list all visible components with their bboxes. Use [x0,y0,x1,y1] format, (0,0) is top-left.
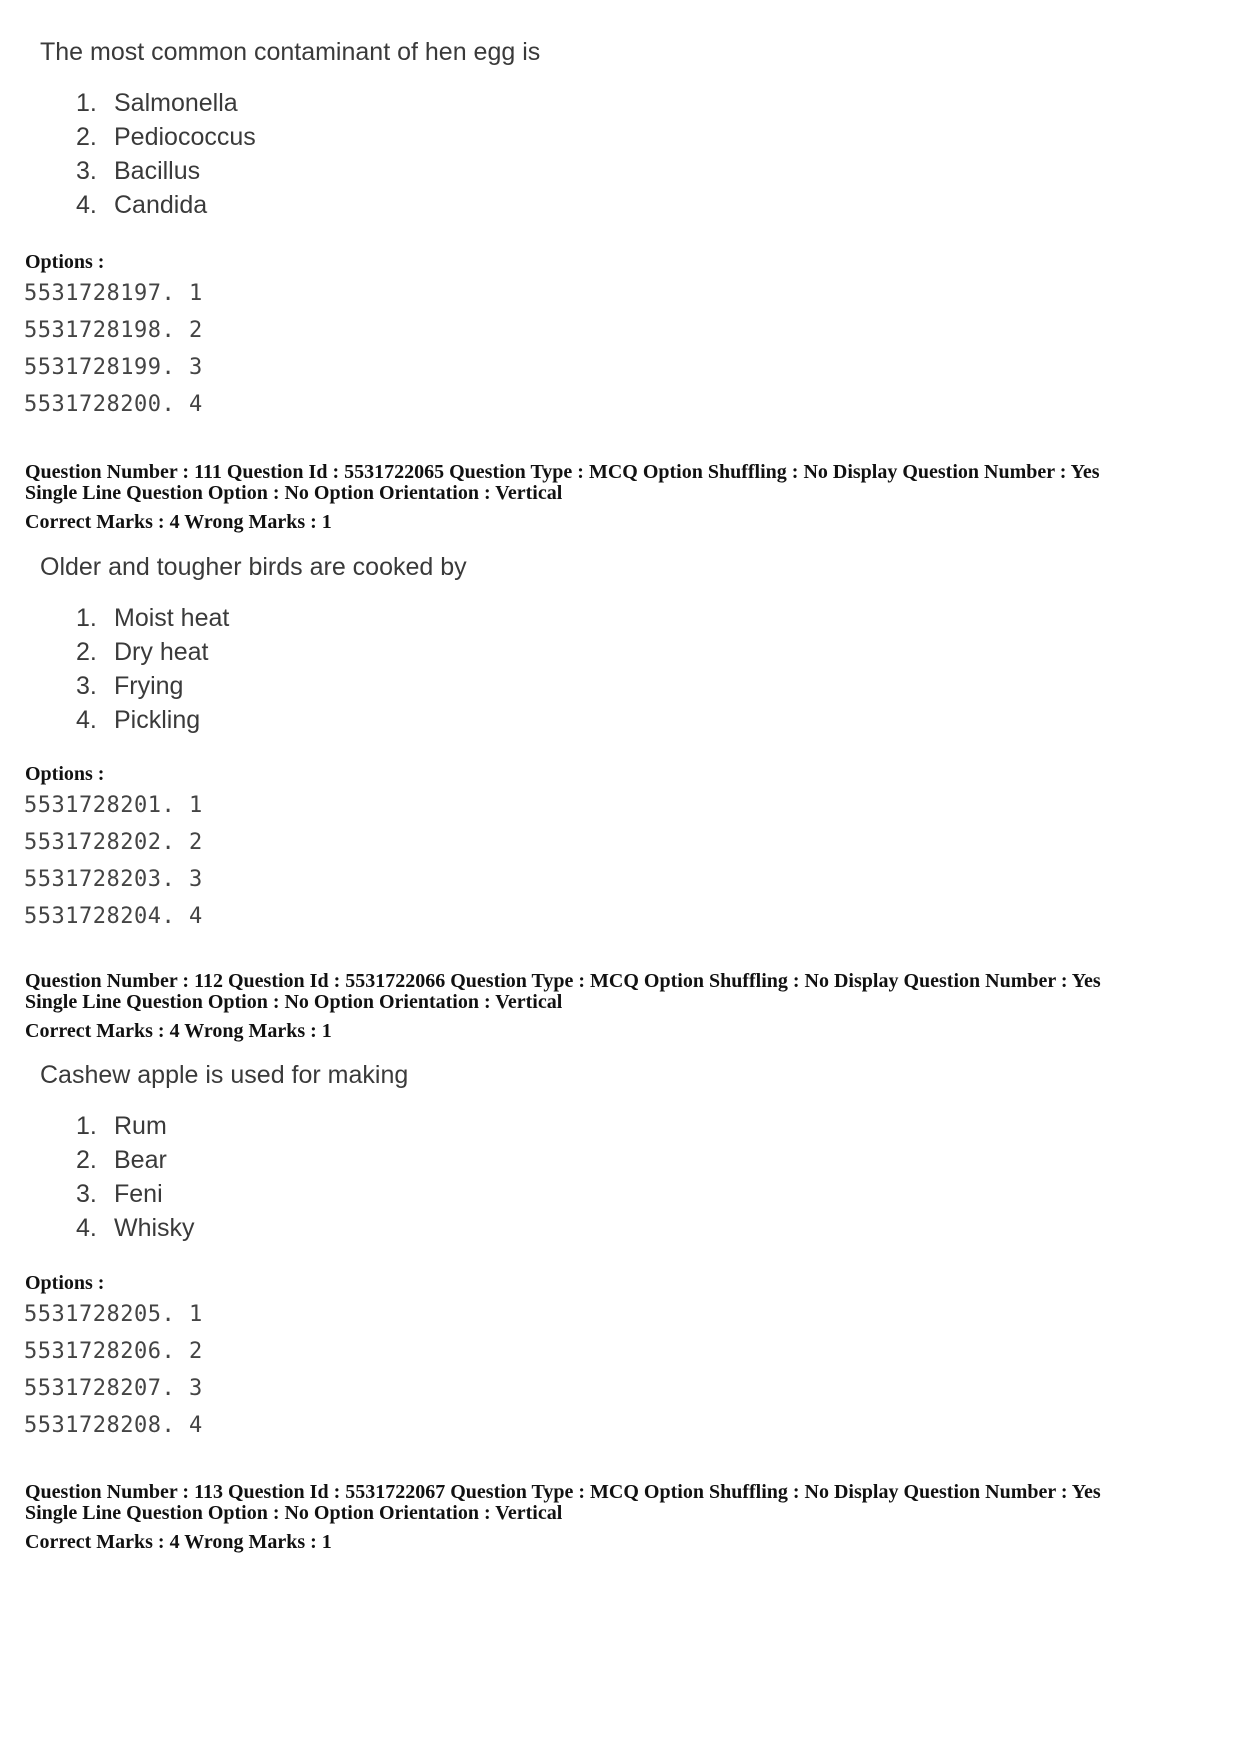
option-code-list [24,793,203,941]
choice-item [76,123,256,157]
choice-number: 3. [76,672,97,700]
choice-number: 4. [76,1214,97,1242]
choice-list [76,89,256,225]
choice-item [76,672,229,706]
choice-item [76,1112,195,1146]
option-code: 5531728197. 1 [24,281,203,306]
choice-number: 2. [76,123,97,151]
choice-item [76,604,229,638]
choice-text: Pediococcus [114,123,256,151]
question-meta [25,1482,1101,1524]
option-code: 5531728207. 3 [24,1376,203,1401]
choice-number: 2. [76,638,97,666]
choice-text: Rum [114,1112,167,1140]
option-code: 5531728204. 4 [24,904,203,929]
choice-text: Salmonella [114,89,238,117]
option-code: 5531728206. 2 [24,1339,203,1364]
option-code: 5531728200. 4 [24,392,203,417]
meta-line: Question Number : 112 Question Id : 5531722066 Question Type : MCQ Option Shuffling : No Display Question Number : Yes [25,970,1101,992]
choice-item [76,1214,195,1248]
choice-list [76,604,229,740]
choice-number: 3. [76,157,97,185]
choice-text: Pickling [114,706,201,734]
choice-item [76,1180,195,1214]
marks-line: Correct Marks : 4 Wrong Marks : 1 [25,1020,332,1042]
choice-item [76,706,229,740]
question-meta [25,462,1100,504]
choice-item [76,89,256,123]
question-stem: The most common contaminant of hen egg is [40,38,541,66]
question-stem: Cashew apple is used for making [40,1061,409,1089]
options-label: Options : [25,251,105,273]
options-label: Options : [25,763,105,785]
option-code: 5531728199. 3 [24,355,203,380]
meta-line: Question Number : 111 Question Id : 5531722065 Question Type : MCQ Option Shuffling : No Display Question Number : Yes [25,461,1100,483]
choice-number: 2. [76,1146,97,1174]
choice-number: 4. [76,191,97,219]
choice-number: 1. [76,604,97,632]
choice-text: Dry heat [114,638,209,666]
choice-text: Candida [114,191,208,219]
choice-number: 1. [76,1112,97,1140]
choice-item [76,157,256,191]
option-code-list [24,281,203,429]
choice-item [76,191,256,225]
option-code: 5531728202. 2 [24,830,203,855]
question-image [26,553,726,743]
option-code: 5531728201. 1 [24,793,203,818]
marks-line: Correct Marks : 4 Wrong Marks : 1 [25,1531,332,1553]
option-code: 5531728208. 4 [24,1413,203,1438]
meta-line: Single Line Question Option : No Option Orientation : Vertical [25,482,563,504]
option-code: 5531728205. 1 [24,1302,203,1327]
choice-item [76,1146,195,1180]
choice-item [76,638,229,672]
options-label: Options : [25,1272,105,1294]
meta-line: Single Line Question Option : No Option Orientation : Vertical [25,991,563,1013]
choice-text: Whisky [114,1214,195,1242]
choice-number: 1. [76,89,97,117]
choice-text: Bacillus [114,157,201,185]
choice-number: 3. [76,1180,97,1208]
choice-text: Bear [114,1146,167,1174]
question-image [26,38,726,228]
choice-text: Feni [114,1180,163,1208]
option-code: 5531728203. 3 [24,867,203,892]
choice-list [76,1112,195,1248]
meta-line: Single Line Question Option : No Option Orientation : Vertical [25,1502,563,1524]
question-image [26,1061,726,1251]
choice-text: Moist heat [114,604,230,632]
question-stem: Older and tougher birds are cooked by [40,553,467,581]
question-meta [25,971,1101,1013]
meta-line: Question Number : 113 Question Id : 5531722067 Question Type : MCQ Option Shuffling : No Display Question Number : Yes [25,1481,1101,1503]
option-code-list [24,1302,203,1450]
marks-line: Correct Marks : 4 Wrong Marks : 1 [25,511,332,533]
choice-number: 4. [76,706,97,734]
choice-text: Frying [114,672,184,700]
option-code: 5531728198. 2 [24,318,203,343]
